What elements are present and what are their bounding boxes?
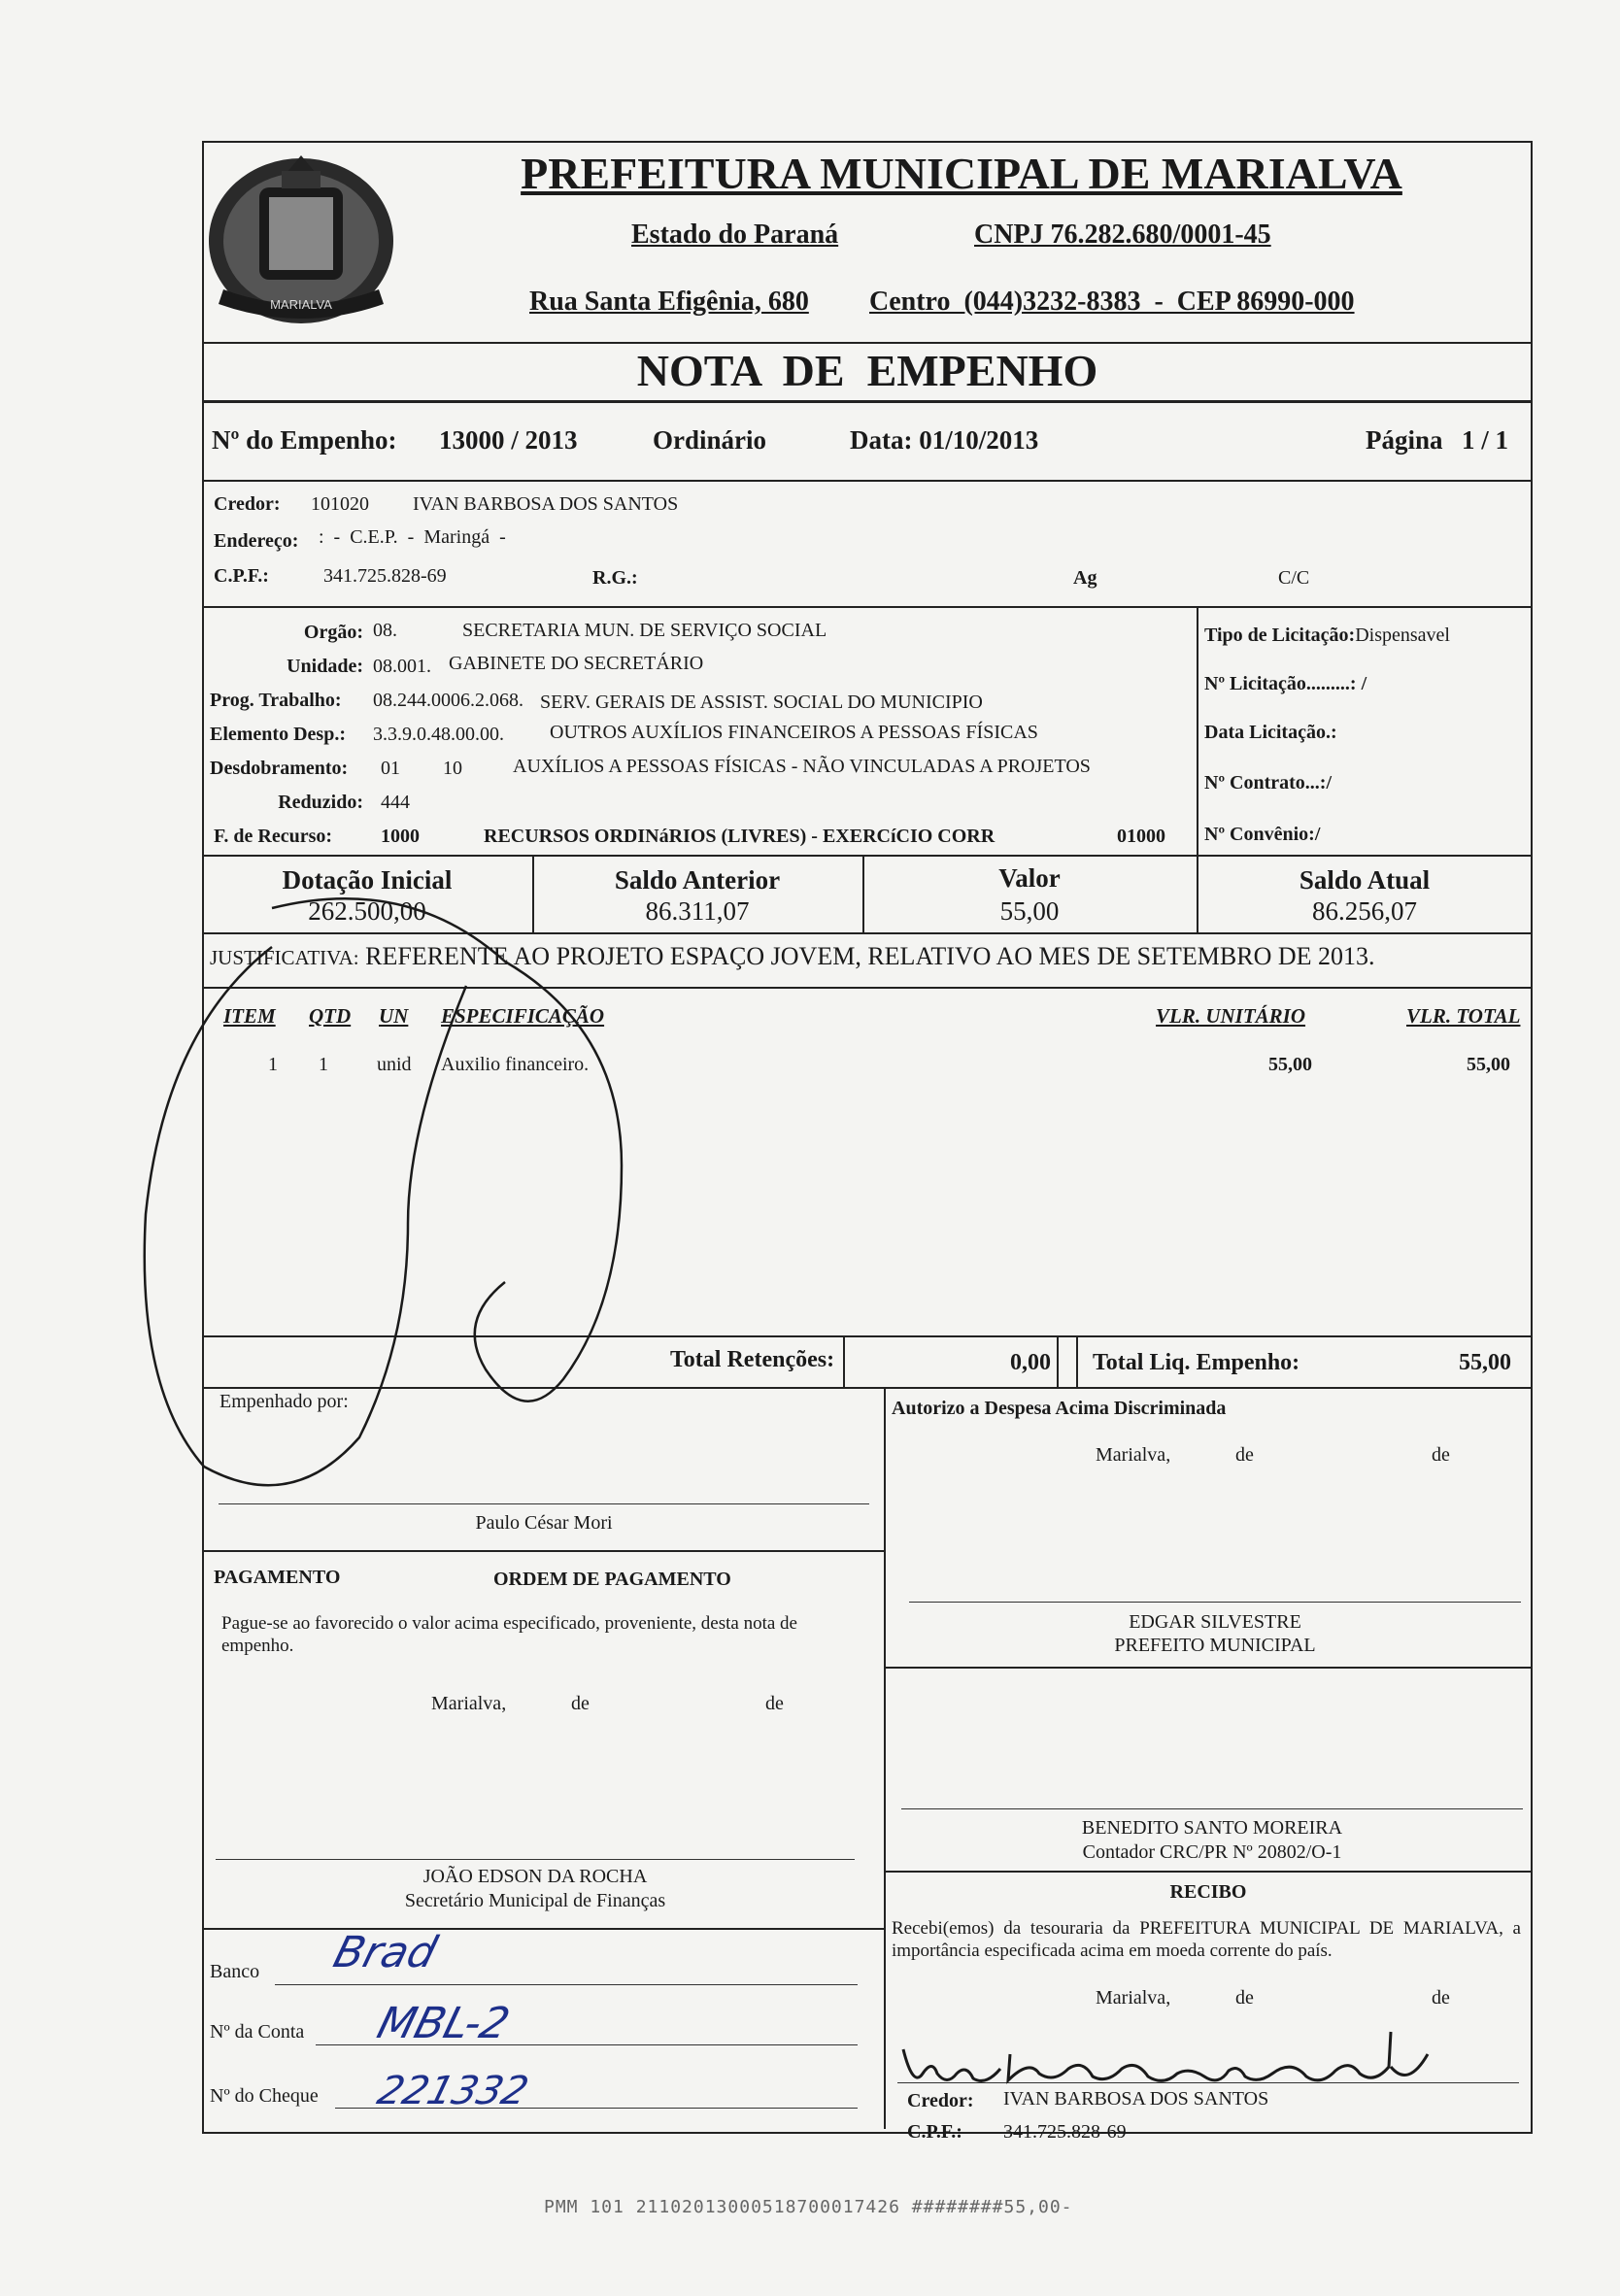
- secretario-name: JOÃO EDSON DA ROCHA: [422, 1866, 648, 1887]
- orgao-label: Orgão:: [303, 622, 363, 643]
- row1-unit: 55,00: [1268, 1054, 1312, 1075]
- footer-code: PMM 101 21102013000518700017426 ########55,00-: [544, 2197, 1073, 2217]
- recurso-code: 1000: [381, 826, 420, 847]
- orgao-name: SECRETARIA MUN. DE SERVIÇO SOCIAL: [462, 620, 827, 641]
- desdobramento-code1: 01: [381, 758, 400, 779]
- orgao-code: 08.: [373, 620, 397, 641]
- valor-label: Valor: [998, 863, 1061, 893]
- rg-label: R.G.:: [592, 567, 638, 589]
- row1-item: 1: [268, 1054, 278, 1075]
- retencoes-label: Total Retenções:: [670, 1347, 835, 1372]
- unidade-name: GABINETE DO SECRETÁRIO: [449, 653, 704, 674]
- pagamento-place: Marialva,: [431, 1693, 507, 1714]
- prefeito-name: EDGAR SILVESTRE: [1129, 1611, 1301, 1633]
- col-especificacao: ESPECIFICAÇÃO: [441, 1004, 605, 1028]
- elemento-code: 3.3.9.0.48.00.00.: [373, 724, 504, 745]
- tipo-licitacao: Tipo de Licitação:Dispensavel: [1204, 625, 1450, 646]
- contador-name: BENEDITO SANTO MOREIRA: [1081, 1817, 1343, 1839]
- recibo-credor-name: IVAN BARBOSA DOS SANTOS: [1003, 2088, 1269, 2110]
- crest-text: MARIALVA: [270, 297, 332, 312]
- numero-contrato: Nº Contrato...:/: [1204, 772, 1333, 793]
- saldo-atual-label: Saldo Atual: [1299, 865, 1431, 895]
- recurso-code2: 01000: [1117, 826, 1165, 847]
- autorizo-label: Autorizo a Despesa Acima Discriminada: [892, 1398, 1227, 1419]
- ordem-pagamento-label: ORDEM DE PAGAMENTO: [493, 1569, 731, 1590]
- elemento-name: OUTROS AUXÍLIOS FINANCEIROS A PESSOAS FÍSICAS: [550, 722, 1038, 743]
- cpf-label: C.P.F.:: [214, 565, 269, 587]
- row1-total: 55,00: [1467, 1054, 1510, 1075]
- empenho-label: Nº do Empenho:: [212, 425, 397, 455]
- recurso-label: F. de Recurso:: [214, 826, 333, 847]
- empenho-number: 13000 / 2013: [439, 425, 578, 455]
- credor-name: IVAN BARBOSA DOS SANTOS: [413, 493, 679, 515]
- col-qtd: QTD: [309, 1004, 352, 1028]
- autorizo-de1: de: [1235, 1444, 1254, 1466]
- contador-title: Contador CRC/PR Nº 20802/O-1: [1082, 1841, 1342, 1863]
- cc-label: C/C: [1278, 567, 1310, 589]
- cheque-label: Nº do Cheque: [210, 2085, 319, 2107]
- numero-convenio: Nº Convênio:/: [1204, 824, 1321, 845]
- conta-handwritten: MBL-2: [372, 1999, 515, 2048]
- retencoes-value: 0,00: [1010, 1350, 1051, 1375]
- row1-un: unid: [377, 1054, 412, 1075]
- pagamento-label: PAGAMENTO: [214, 1567, 341, 1588]
- endereco-value: : - C.E.P. - Maringá -: [319, 526, 506, 548]
- conta-label: Nº da Conta: [210, 2021, 305, 2043]
- unidade-code: 08.001.: [373, 656, 431, 677]
- document-title: NOTA DE EMPENHO: [636, 346, 1098, 395]
- credor-code: 101020: [311, 493, 369, 515]
- total-liquido-value: 55,00: [1459, 1350, 1511, 1375]
- autorizo-place: Marialva,: [1096, 1444, 1171, 1466]
- numero-licitacao: Nº Licitação.........: /: [1204, 673, 1367, 694]
- row1-desc: Auxilio financeiro.: [441, 1054, 590, 1075]
- banco-handwritten: Brad: [328, 1928, 443, 1977]
- banco-label: Banco: [210, 1961, 260, 1982]
- empenho-type: Ordinário: [653, 425, 767, 455]
- credor-signature: [894, 2020, 1437, 2093]
- page-title: PREFEITURA MUNICIPAL DE MARIALVA: [521, 149, 1402, 198]
- reduzido-label: Reduzido:: [278, 792, 363, 813]
- total-liquido-label: Total Liq. Empenho:: [1093, 1350, 1300, 1375]
- recibo-cpf-label: C.P.F.:: [907, 2121, 962, 2143]
- dotacao-label: Dotação Inicial: [282, 865, 453, 895]
- prog-label: Prog. Trabalho:: [210, 690, 342, 711]
- col-item: ITEM: [223, 1004, 276, 1028]
- saldo-atual-value: 86.256,07: [1312, 896, 1417, 926]
- state-label: Estado do Paraná: [631, 219, 839, 250]
- autorizo-de2: de: [1432, 1444, 1450, 1466]
- saldo-anterior-label: Saldo Anterior: [614, 865, 781, 895]
- credor-label: Credor:: [214, 493, 281, 515]
- recibo-place: Marialva,: [1096, 1987, 1171, 2009]
- recibo-cpf-value: 341.725.828-69: [1003, 2121, 1127, 2143]
- empenhado-name: Paulo César Mori: [475, 1512, 613, 1534]
- prefeito-title: PREFEITO MUNICIPAL: [1114, 1635, 1316, 1656]
- pagamento-text: Pague-se ao favorecido o valor acima especificado, proveniente, desta nota de empenho.: [221, 1613, 797, 1656]
- empenho-date: Data: 01/10/2013: [850, 425, 1039, 455]
- cheque-handwritten: 221332: [372, 2069, 533, 2113]
- cnpj-label: CNPJ 76.282.680/0001-45: [974, 219, 1271, 250]
- address-label: Centro (044)3232-8383 - CEP 86990-000: [869, 287, 1355, 317]
- col-vlr-total: VLR. TOTAL: [1406, 1004, 1521, 1028]
- desdobramento-label: Desdobramento:: [210, 758, 349, 779]
- secretario-title: Secretário Municipal de Finanças: [404, 1890, 666, 1911]
- col-vlr-unitario: VLR. UNITÁRIO: [1156, 1004, 1306, 1028]
- elemento-label: Elemento Desp.:: [210, 724, 346, 745]
- ag-label: Ag: [1073, 567, 1097, 589]
- recibo-credor-label: Credor:: [907, 2090, 974, 2111]
- pagamento-de1: de: [571, 1693, 590, 1714]
- valor-value: 55,00: [999, 896, 1060, 926]
- street-label: Rua Santa Efigênia, 680: [529, 287, 809, 317]
- desdobramento-code2: 10: [443, 758, 462, 779]
- recibo-de1: de: [1235, 1987, 1254, 2009]
- col-un: UN: [379, 1004, 409, 1028]
- desdobramento-name: AUXÍLIOS A PESSOAS FÍSICAS - NÃO VINCULADAS A PROJETOS: [513, 756, 1091, 777]
- recibo-text: Recebi(emos) da tesouraria da PREFEITURA MUNICIPAL DE MARIALVA, a importância especificada acima em moeda corrente do país.: [892, 1918, 1521, 1961]
- row1-qtd: 1: [319, 1054, 328, 1075]
- empenhado-label: Empenhado por:: [219, 1391, 349, 1412]
- cpf-value: 341.725.828-69: [323, 565, 447, 587]
- page-label: Página: [1366, 425, 1443, 455]
- reduzido-value: 444: [381, 792, 410, 813]
- saldo-anterior-value: 86.311,07: [645, 896, 750, 926]
- recibo-de2: de: [1432, 1987, 1450, 2009]
- endereco-label: Endereço:: [214, 530, 299, 552]
- dotacao-value: 262.500,00: [308, 896, 426, 926]
- data-licitacao: Data Licitação.:: [1204, 722, 1337, 743]
- page-number: 1 / 1: [1462, 425, 1509, 455]
- unidade-label: Unidade:: [287, 656, 363, 677]
- recurso-name: RECURSOS ORDINáRIOS (LIVRES) - EXERCíCIO CORR: [484, 826, 996, 847]
- prog-code: 08.244.0006.2.068.: [373, 690, 523, 711]
- prog-name: SERV. GERAIS DE ASSIST. SOCIAL DO MUNICIPIO: [540, 692, 983, 713]
- pagamento-de2: de: [765, 1693, 784, 1714]
- recibo-label: RECIBO: [1169, 1881, 1247, 1903]
- justificativa: JUSTIFICATIVA: REFERENTE AO PROJETO ESPAÇO JOVEM, RELATIVO AO MES DE SETEMBRO DE 2013.: [210, 942, 1375, 970]
